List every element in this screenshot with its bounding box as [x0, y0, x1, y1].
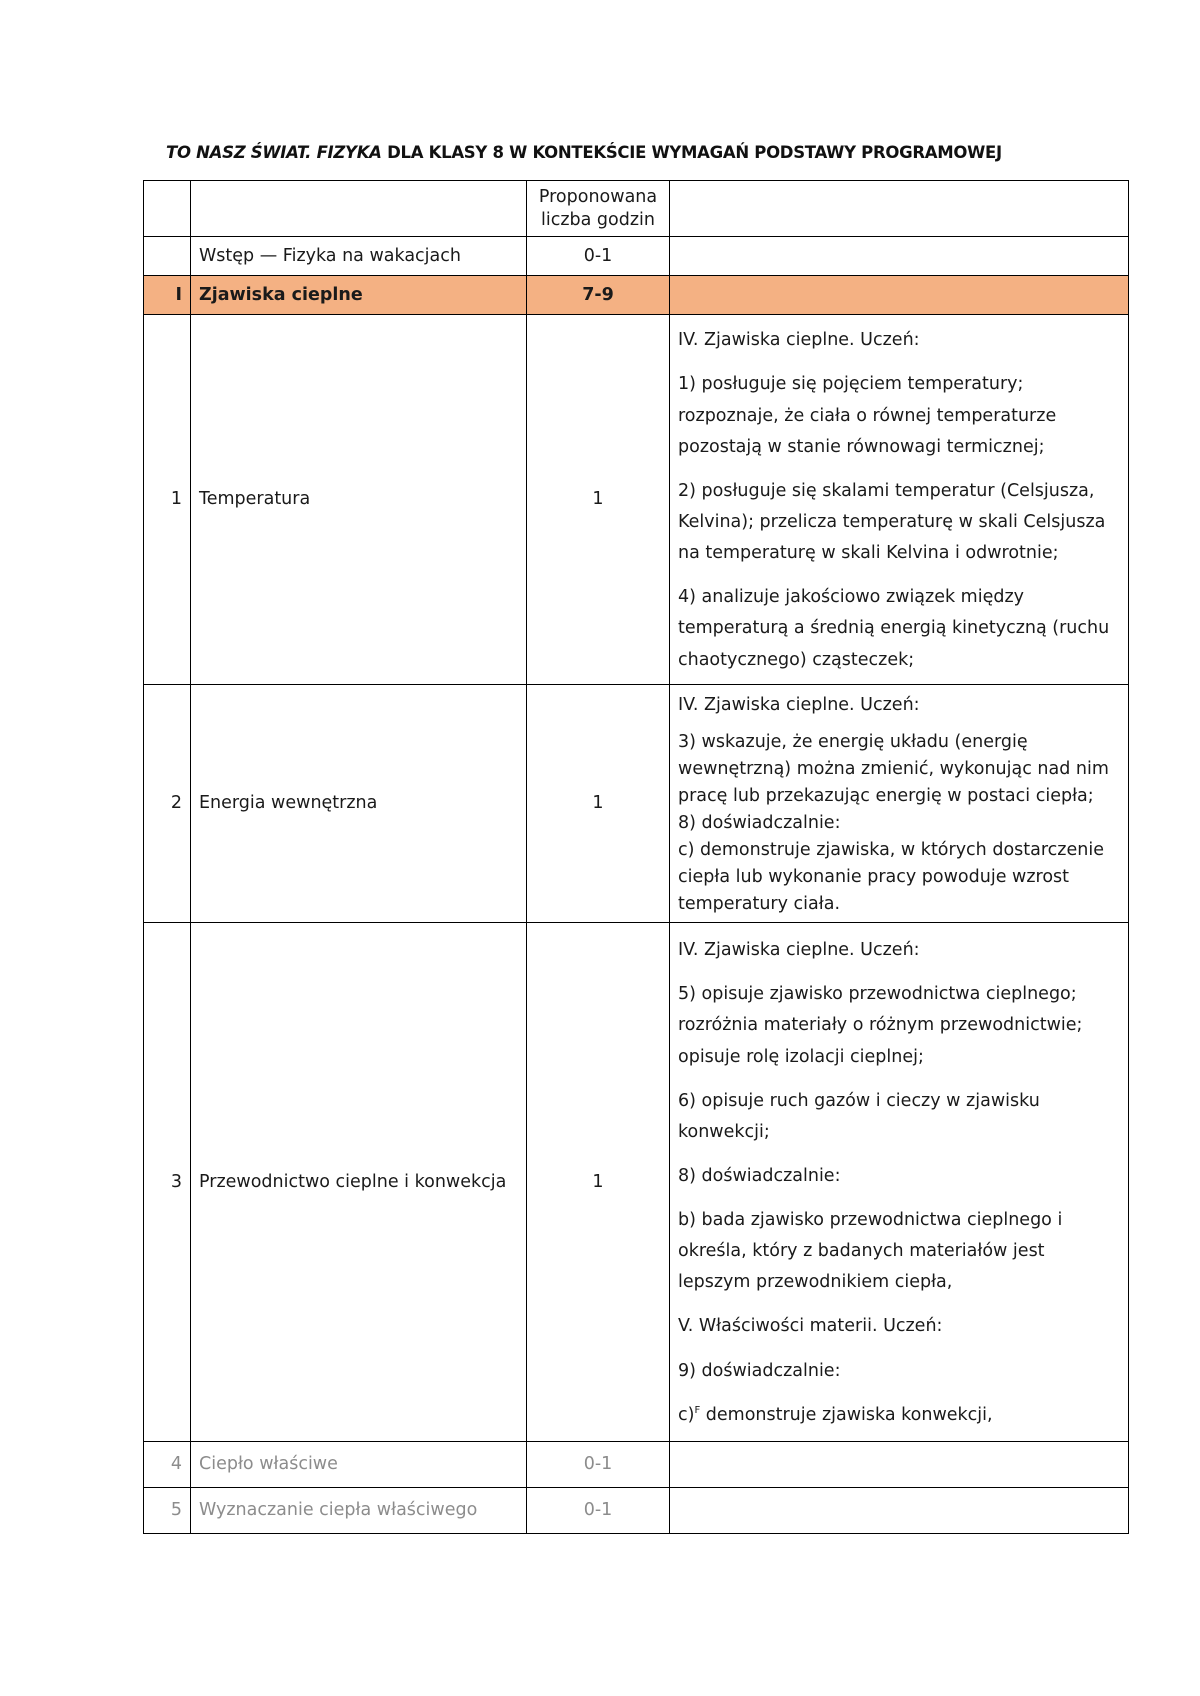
row-topic-cell: Przewodnictwo cieplne i konwekcja	[191, 923, 527, 1442]
row-hours-cell: 0-1	[527, 237, 670, 276]
section-hours-cell: 7-9	[527, 276, 670, 315]
row-hours-cell: 0-1	[527, 1442, 670, 1488]
requirement-item: 9) doświadczalnie:	[678, 1360, 841, 1381]
row-num-cell	[144, 237, 191, 276]
row-requirements-cell	[670, 315, 1129, 685]
requirement-item: c) demonstruje zjawiska, w których dostarczenie ciepła lub wykonanie pracy powoduje wzrost temperatury ciała.	[678, 840, 1104, 915]
header-requirements-cell	[670, 181, 1129, 237]
page-title	[166, 143, 1126, 162]
section-row	[144, 276, 1129, 315]
requirement-item: 1) posługuje się pojęciem temperatury; rozpoznaje, że ciała o równej temperaturze pozostają w stanie równowagi termicznej;	[678, 374, 1057, 457]
row-num-cell: 4	[144, 1442, 191, 1488]
table-row-internal-energy	[144, 685, 1129, 923]
row-requirements-cell	[670, 1488, 1129, 1534]
row-topic-cell: Temperatura	[191, 315, 527, 685]
requirement-item: 5) opisuje zjawisko przewodnictwa cieplnego; rozróżnia materiały o różnym przewodnictwie; opisuje rolę izolacji cieplnej;	[678, 984, 1083, 1067]
row-hours-cell: 1	[527, 923, 670, 1442]
row-num-cell: 1	[144, 315, 191, 685]
table-row-intro	[144, 237, 1129, 276]
row-requirements-cell	[670, 685, 1129, 923]
section-requirements-cell	[670, 276, 1129, 315]
requirement-item: 6) opisuje ruch gazów i cieczy w zjawisku konwekcji;	[678, 1090, 1040, 1142]
header-topic-cell	[191, 181, 527, 237]
requirement-item-prefix: c)	[678, 1404, 695, 1425]
table-row-conduction-convection	[144, 923, 1129, 1442]
requirement-heading: IV. Zjawiska cieplne. Uczeń:	[678, 694, 920, 715]
requirement-item: b) bada zjawisko przewodnictwa cieplnego i określa, który z badanych materiałów jest lepszym przewodnikiem ciepła,	[678, 1210, 1063, 1293]
requirement-heading: IV. Zjawiska cieplne. Uczeń:	[678, 330, 920, 351]
requirement-item: 8) doświadczalnie:	[678, 812, 841, 833]
row-hours-cell: 1	[527, 315, 670, 685]
header-row	[144, 181, 1129, 237]
row-num-cell: 3	[144, 923, 191, 1442]
requirement-item: 8) doświadczalnie:	[678, 1165, 841, 1186]
requirement-item: 3) wskazuje, że energię układu (energię wewnętrzną) można zmienić, wykonując nad nim pracę lub przekazując energię w postaci ciepła;	[678, 731, 1109, 806]
requirement-item-text: demonstruje zjawiska konwekcji,	[700, 1404, 993, 1425]
requirement-heading: V. Właściwości materii. Uczeń:	[678, 1316, 943, 1337]
table-row-measuring-specific-heat	[144, 1488, 1129, 1534]
row-requirements-cell	[670, 923, 1129, 1442]
row-topic-cell: Ciepło właściwe	[191, 1442, 527, 1488]
table-row-temperature	[144, 315, 1129, 685]
section-topic-cell: Zjawiska cieplne	[191, 276, 527, 315]
row-num-cell: 5	[144, 1488, 191, 1534]
requirement-item	[678, 1400, 1120, 1431]
row-hours-cell: 1	[527, 685, 670, 923]
table-row-specific-heat	[144, 1442, 1129, 1488]
row-num-cell: 2	[144, 685, 191, 923]
curriculum-table	[143, 180, 1129, 1534]
requirement-item: 4) analizuje jakościowo związek między temperaturą a średnią energią kinetyczną (ruchu chaotycznego) cząsteczek;	[678, 587, 1110, 670]
section-num-cell: I	[144, 276, 191, 315]
row-topic-cell: Wstęp — Fizyka na wakacjach	[191, 237, 527, 276]
row-hours-cell: 0-1	[527, 1488, 670, 1534]
row-topic-cell: Wyznaczanie ciepła właściwego	[191, 1488, 527, 1534]
row-requirements-cell	[670, 1442, 1129, 1488]
requirement-heading: IV. Zjawiska cieplne. Uczeń:	[678, 940, 920, 961]
requirement-item: 2) posługuje się skalami temperatur (Celsjusza, Kelvina); przelicza temperaturę w skali Celsjusza na temperaturę w skali Kelvina i odwrotnie;	[678, 480, 1106, 564]
page-title-rest: DLA KLASY 8 W KONTEKŚCIE WYMAGAŃ PODSTAWY PROGRAMOWEJ	[381, 143, 1002, 162]
footnote-marker: F	[694, 1404, 701, 1416]
header-hours-cell: Proponowana liczba godzin	[527, 181, 670, 237]
row-topic-cell: Energia wewnętrzna	[191, 685, 527, 923]
page-title-italic: TO NASZ ŚWIAT. FIZYKA	[166, 143, 382, 162]
row-requirements-cell	[670, 237, 1129, 276]
header-num-cell	[144, 181, 191, 237]
